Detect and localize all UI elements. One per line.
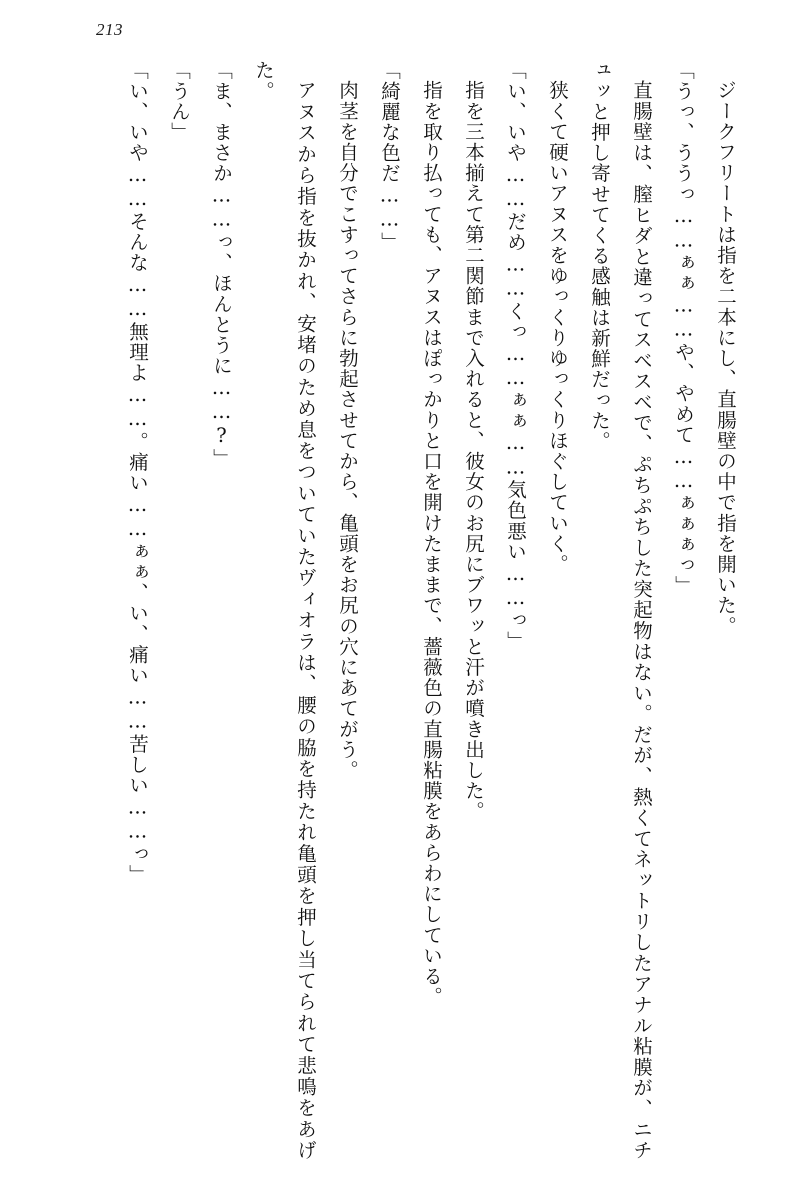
paragraph: 「うん」 xyxy=(168,60,191,143)
page-body-text xyxy=(46,60,746,1160)
paragraph: 「ま、まさか……っ、ほんとうに……?」 xyxy=(210,60,233,469)
paragraph: 「うっ、ううっ……ぁぁ……や、やめて……ぁぁぁっ」 xyxy=(672,60,695,596)
paragraph: 指を取り払っても、アヌスはぽっかりと口を開けたままで、薔薇色の直腸粘膜をあらわにしている。 xyxy=(420,79,443,1007)
paragraph: 肉茎を自分でこすってさらに勃起させてから、亀頭をお尻の穴にあてがう。 xyxy=(336,79,359,780)
paragraph: 狭くて硬いアヌスをゆっくりゆっくりほぐしていく。 xyxy=(546,79,569,574)
paragraph: 指を三本揃えて第二関節まで入れると、彼女のお尻にブワッと汗が噴き出した。 xyxy=(462,79,485,822)
paragraph: ジークフリートは指を二本にし、直腸壁の中で指を開いた。 xyxy=(714,79,737,636)
paragraph: 「い、いや……だめ……くっ……ぁぁ……気色悪い……っ」 xyxy=(504,60,527,652)
paragraph: 「い、いや……そんな……無理よ……。痛い……ぁぁ、い、痛い……苦しい……っ」 xyxy=(126,60,149,885)
paragraph: 直腸壁は、膣ヒダと違ってスベスベで、ぷちぷちした突起物はない。だが、熱くてネットリしたアナル粘膜が、ニチュッと押し寄せてくる感触は新鮮だった。 xyxy=(588,60,653,1160)
paragraph: アヌスから指を抜かれ、安堵のため息をついていたヴィオラは、腰の脇を持たれ亀頭を押し当てられて悲鳴をあげた。 xyxy=(252,60,317,1160)
paragraph: 「綺麗な色だ……」 xyxy=(378,60,401,253)
page-number: 213 xyxy=(96,20,123,39)
